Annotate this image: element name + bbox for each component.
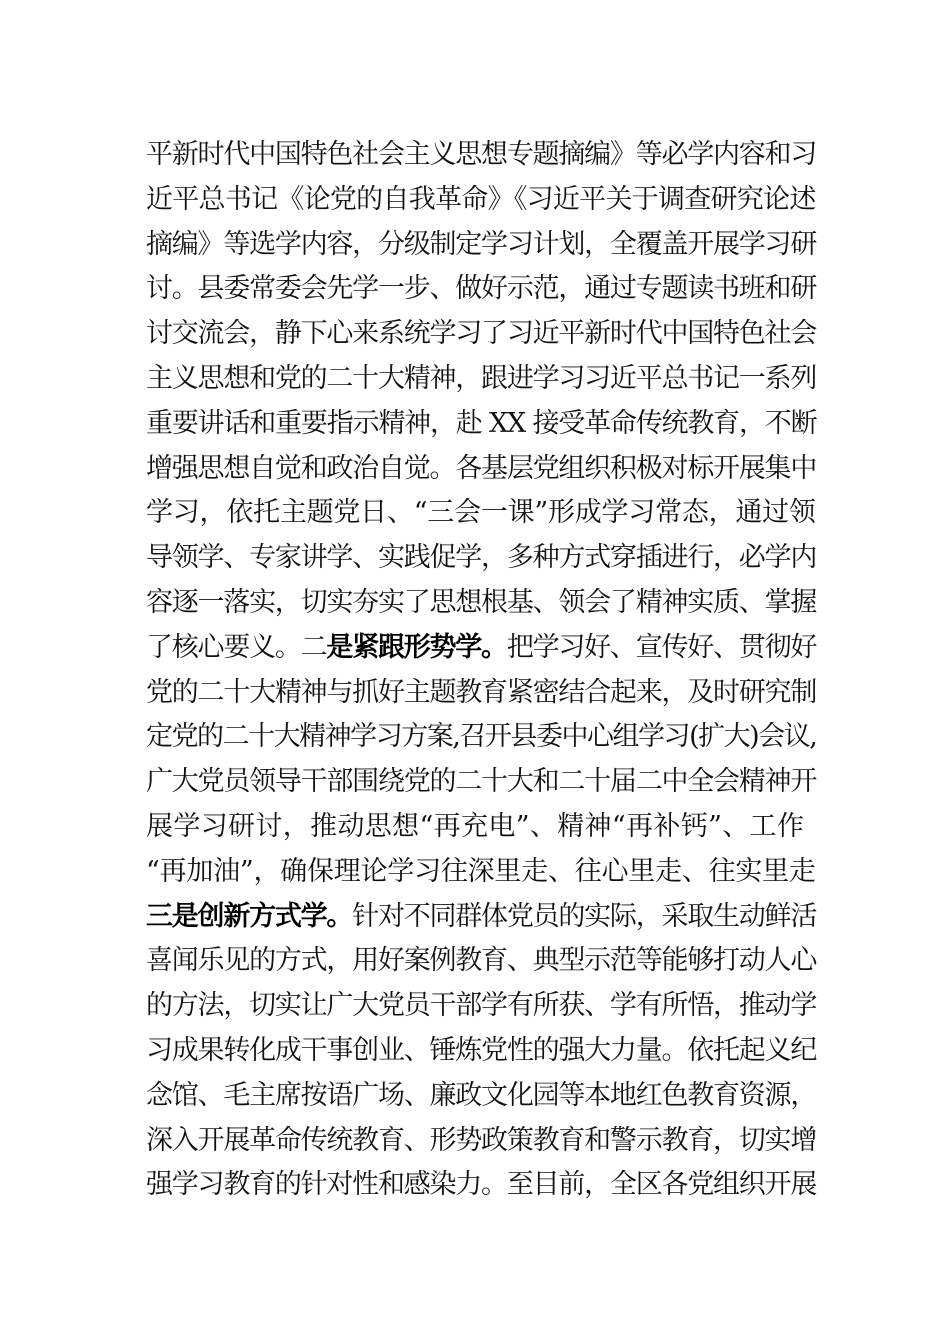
text-line (146, 1163, 816, 1208)
text-line (146, 1029, 816, 1074)
text-line (146, 1119, 816, 1164)
text-line (146, 984, 816, 1029)
paragraph-text: 近平总书记《论党的自我革命》《习近平关于调查研究论述 (146, 183, 816, 215)
text-line (146, 805, 816, 850)
text-line (146, 178, 816, 223)
body-text (146, 133, 816, 1208)
bold-heading-text: 三是创新方式学。 (146, 900, 353, 932)
paragraph-text: 党的二十大精神与抓好主题教育紧密结合起来，及时研究制 (146, 676, 817, 708)
paragraph-text: 讨交流会，静下心来系统学习了习近平新时代中国特色社会 (146, 318, 817, 350)
text-line (146, 626, 816, 671)
text-line (146, 760, 816, 805)
text-line (146, 402, 816, 447)
paragraph-text: 重要讲话和重要指示精神，赴 XX 接受革命传统教育，不断 (146, 407, 817, 439)
paragraph-text: 的方法，切实让广大党员干部学有所获、学有所悟，推动学 (146, 990, 817, 1022)
paragraph-text: 定党的二十大精神学习方案,召开县委中心组学习(扩大)会议, (146, 721, 817, 753)
text-line (146, 715, 816, 760)
paragraph-text: 增强思想自觉和政治自觉。各基层党组织积极对标开展集中 (146, 452, 817, 484)
paragraph-text: 摘编》等选学内容，分级制定学习计划，全覆盖开展学习研 (146, 228, 817, 260)
paragraph-text: 喜闻乐见的方式，用好案例教育、典型示范等能够打动人心 (146, 945, 817, 977)
text-line (146, 267, 816, 312)
paragraph-text: 导领学、专家讲学、实践促学，多种方式穿插进行，必学内 (146, 542, 817, 574)
paragraph-text: 了核心要义。二 (146, 631, 327, 663)
text-line (146, 581, 816, 626)
paragraph-text: 展学习研讨，推动思想“再充电”、精神“再补钙”、工作 (146, 810, 805, 842)
text-line (146, 895, 816, 940)
text-line (146, 1074, 816, 1119)
paragraph-text: 容逐一落实，切实夯实了思想根基、领会了精神实质、掌握 (146, 586, 817, 618)
paragraph-text: “再加油”，确保理论学习往深里走、往心里走、往实里走 (146, 855, 816, 887)
paragraph-text: 强学习教育的针对性和感染力。至目前，全区各党组织开展 (146, 1169, 817, 1201)
text-line (146, 312, 816, 357)
text-line (146, 133, 816, 178)
paragraph-text: 广大党员领导干部围绕党的二十大和二十届二中全会精神开 (146, 766, 817, 798)
paragraph-text: 学习，依托主题党日、“三会一课”形成学习常态，通过领 (146, 497, 816, 529)
paragraph-text: 针对不同群体党员的实际，采取生动鲜活 (352, 900, 817, 932)
text-line (146, 357, 816, 402)
paragraph-text: 念馆、毛主席按语广场、廉政文化园等本地红色教育资源， (146, 1079, 817, 1111)
text-line (146, 491, 816, 536)
paragraph-text: 讨。县委常委会先学一步、做好示范，通过专题读书班和研 (146, 273, 817, 305)
text-line (146, 223, 816, 268)
text-line (146, 536, 816, 581)
paragraph-text: 深入开展革命传统教育、形势政策教育和警示教育，切实增 (146, 1124, 817, 1156)
paragraph-text: 把学习好、宣传好、贯彻好 (506, 631, 817, 663)
bold-heading-text: 是紧跟形势学。 (326, 631, 507, 663)
paragraph-text: 主义思想和党的二十大精神，跟进学习习近平总书记一系列 (146, 362, 817, 394)
paragraph-text: 平新时代中国特色社会主义思想专题摘编》等必学内容和习 (146, 139, 817, 170)
text-line (146, 850, 816, 895)
text-line (146, 447, 816, 492)
text-line (146, 939, 816, 984)
text-line (146, 671, 816, 716)
paragraph-text: 习成果转化成干事创业、锤炼党性的强大力量。依托起义纪 (146, 1034, 817, 1066)
